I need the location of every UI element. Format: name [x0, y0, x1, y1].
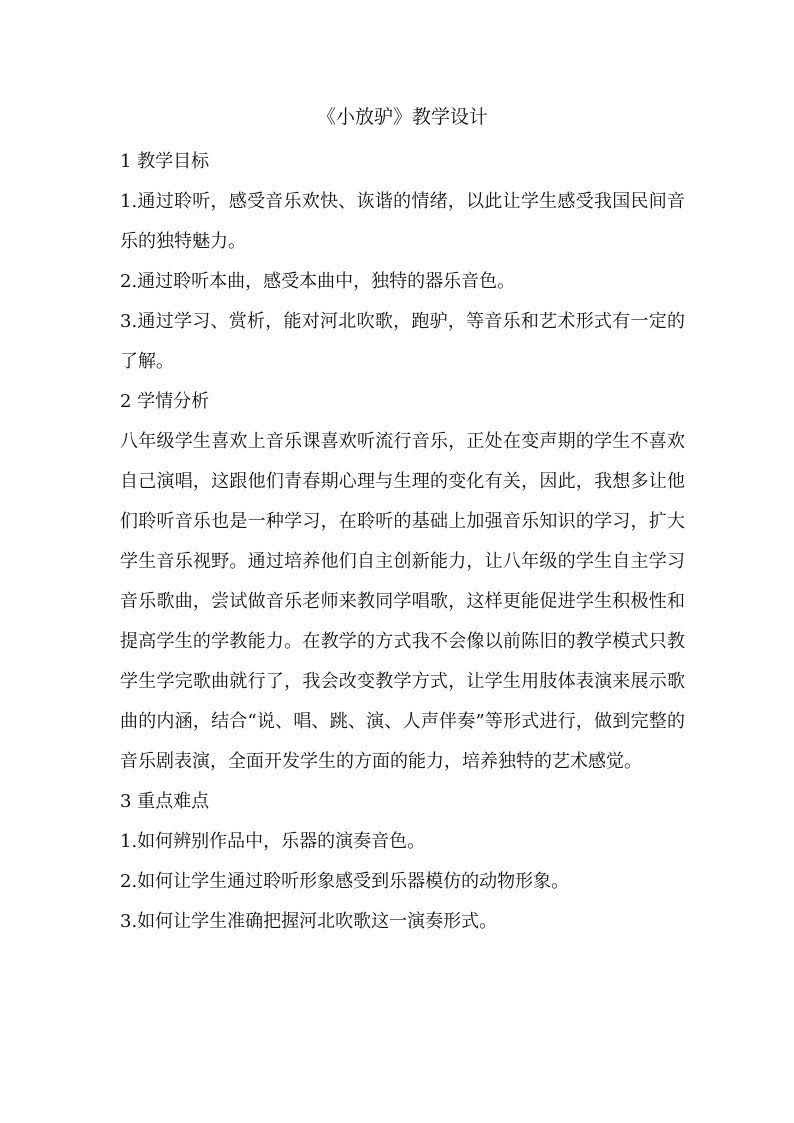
paragraph: 2.通过聆听本曲，感受本曲中，独特的器乐音色。 [120, 271, 516, 292]
section-heading: 3 重点难点 [120, 791, 210, 812]
paragraph: 3.如何让学生准确把握河北吹歌这一演奏形式。 [120, 911, 498, 932]
section-learner-analysis [120, 382, 685, 782]
section-teaching-goals [120, 142, 685, 382]
section-key-difficulties [120, 782, 685, 942]
paragraph: 1.通过聆听，感受音乐欢快、诙谐的情绪，以此让学生感受我国民间音乐的独特魅力。 [120, 191, 685, 252]
paragraph: 2.如何让学生通过聆听形象感受到乐器模仿的动物形象。 [120, 871, 570, 892]
document-content [120, 102, 685, 942]
paragraph: 八年级学生喜欢上音乐课喜欢听流行音乐，正处在变声期的学生不喜欢自己演唱，这跟他们青春期心理与生理的变化有关，因此，我想多让他们聆听音乐也是一种学习，在聆听的基础上加强音乐知识的学习，扩大学生音乐视野。通过培养他们自主创新能力，让八年级的学生自主学习音乐歌曲，尝试做音乐老师来教同学唱歌，这样更能促进学生积极性和提高学生的学教能力。在教学的方式我不会像以前陈旧的教学模式只教学生学完歌曲就行了，我会改变教学方式，让学生用肢体表演来展示歌曲的内涵，结合“说、唱、跳、演、人声伴奏”等形式进行，做到完整的音乐剧表演，全面开发学生的方面的能力，培养独特的艺术感觉。 [120, 431, 685, 772]
page-title: 《小放驴》教学设计 [316, 106, 488, 128]
paragraph: 1.如何辨别作品中，乐器的演奏音色。 [120, 831, 426, 852]
section-heading: 2 学情分析 [120, 391, 210, 412]
section-heading: 1 教学目标 [120, 151, 210, 172]
paragraph: 3.通过学习、赏析，能对河北吹歌，跑驴，等音乐和艺术形式有一定的了解。 [120, 311, 685, 372]
